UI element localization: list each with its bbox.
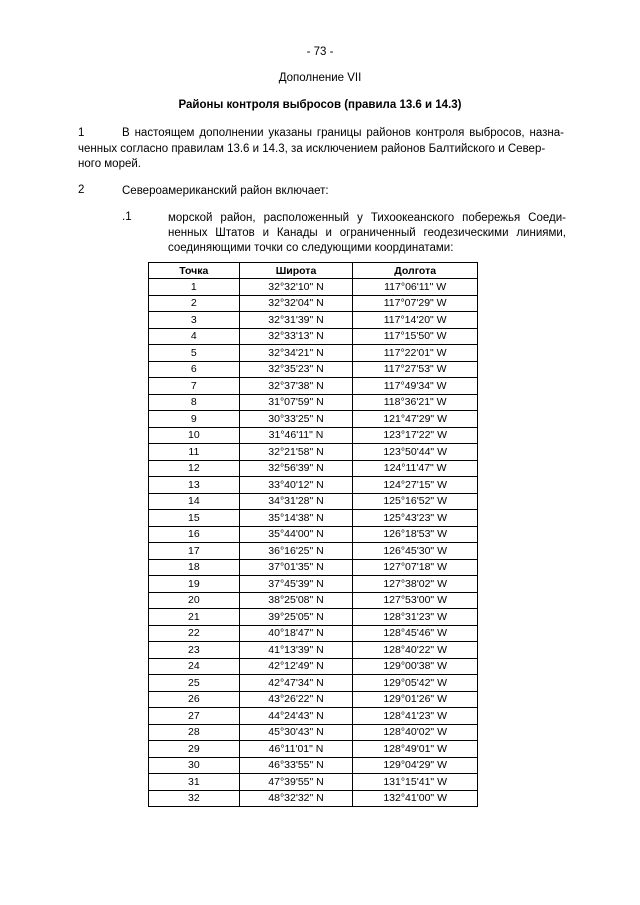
point-cell: 21 bbox=[149, 609, 240, 626]
table-row bbox=[149, 477, 478, 494]
point-cell: 18 bbox=[149, 559, 240, 576]
point-cell: 10 bbox=[149, 427, 240, 444]
longitude-cell: 123°17'22" W bbox=[353, 427, 478, 444]
longitude-cell: 128°31'23" W bbox=[353, 609, 478, 626]
latitude-cell: 32°32'04" N bbox=[239, 295, 353, 312]
subparagraph-line1: морской район, расположенный у Тихоокеанского побережья Соеди- bbox=[168, 212, 566, 224]
latitude-cell: 35°44'00" N bbox=[239, 526, 353, 543]
longitude-cell: 128°45'46" W bbox=[353, 625, 478, 642]
table-row bbox=[149, 345, 478, 362]
longitude-cell: 126°45'30" W bbox=[353, 543, 478, 560]
latitude-cell: 44°24'43" N bbox=[239, 708, 353, 725]
longitude-cell: 117°27'53" W bbox=[353, 361, 478, 378]
latitude-cell: 37°45'39" N bbox=[239, 576, 353, 593]
table-row bbox=[149, 543, 478, 560]
table-row bbox=[149, 411, 478, 428]
latitude-cell: 43°26'22" N bbox=[239, 691, 353, 708]
table-row bbox=[149, 757, 478, 774]
point-cell: 20 bbox=[149, 592, 240, 609]
table-row bbox=[149, 559, 478, 576]
latitude-cell: 32°34'21" N bbox=[239, 345, 353, 362]
latitude-cell: 32°33'13" N bbox=[239, 328, 353, 345]
point-cell: 1 bbox=[149, 279, 240, 296]
table-row bbox=[149, 774, 478, 791]
table-row bbox=[149, 609, 478, 626]
latitude-cell: 35°14'38" N bbox=[239, 510, 353, 527]
latitude-cell: 42°12'49" N bbox=[239, 658, 353, 675]
point-cell: 23 bbox=[149, 642, 240, 659]
point-cell: 29 bbox=[149, 741, 240, 758]
point-cell: 27 bbox=[149, 708, 240, 725]
table-row bbox=[149, 328, 478, 345]
point-cell: 28 bbox=[149, 724, 240, 741]
table-body bbox=[149, 279, 478, 807]
point-cell: 17 bbox=[149, 543, 240, 560]
longitude-cell: 125°16'52" W bbox=[353, 493, 478, 510]
longitude-cell: 124°27'15" W bbox=[353, 477, 478, 494]
latitude-cell: 32°32'10" N bbox=[239, 279, 353, 296]
table-row bbox=[149, 394, 478, 411]
point-cell: 31 bbox=[149, 774, 240, 791]
table-row bbox=[149, 279, 478, 296]
subparagraph-line3: соединяющими точки со следующими координатами: bbox=[168, 242, 454, 254]
point-cell: 19 bbox=[149, 576, 240, 593]
paragraph-1-continuation: ченных согласно правилам 13.6 и 14.3, за исключением районов Балтийского и Север-ного морей. bbox=[78, 143, 546, 170]
longitude-cell: 127°38'02" W bbox=[353, 576, 478, 593]
point-cell: 13 bbox=[149, 477, 240, 494]
point-cell: 16 bbox=[149, 526, 240, 543]
latitude-cell: 47°39'55" N bbox=[239, 774, 353, 791]
table-row bbox=[149, 724, 478, 741]
point-cell: 11 bbox=[149, 444, 240, 461]
point-cell: 24 bbox=[149, 658, 240, 675]
table-row bbox=[149, 444, 478, 461]
longitude-cell: 127°53'00" W bbox=[353, 592, 478, 609]
latitude-cell: 31°46'11" N bbox=[239, 427, 353, 444]
latitude-cell: 39°25'05" N bbox=[239, 609, 353, 626]
longitude-cell: 131°15'41" W bbox=[353, 774, 478, 791]
paragraph-1-number: 1 bbox=[78, 127, 85, 139]
table-row bbox=[149, 592, 478, 609]
longitude-cell: 128°40'22" W bbox=[353, 642, 478, 659]
longitude-cell: 117°14'20" W bbox=[353, 312, 478, 329]
longitude-cell: 128°40'02" W bbox=[353, 724, 478, 741]
table-row bbox=[149, 741, 478, 758]
appendix-title: Дополнение VII bbox=[278, 72, 362, 84]
latitude-cell: 38°25'08" N bbox=[239, 592, 353, 609]
table-row bbox=[149, 708, 478, 725]
table-row bbox=[149, 460, 478, 477]
latitude-cell: 45°30'43" N bbox=[239, 724, 353, 741]
longitude-cell: 117°15'50" W bbox=[353, 328, 478, 345]
latitude-cell: 31°07'59" N bbox=[239, 394, 353, 411]
latitude-cell: 30°33'25" N bbox=[239, 411, 353, 428]
section-heading: Районы контроля выбросов (правила 13.6 и 14.3) bbox=[178, 99, 462, 111]
longitude-cell: 117°07'29" W bbox=[353, 295, 478, 312]
longitude-cell: 127°07'18" W bbox=[353, 559, 478, 576]
latitude-cell: 46°33'55" N bbox=[239, 757, 353, 774]
point-cell: 6 bbox=[149, 361, 240, 378]
table-row bbox=[149, 510, 478, 527]
table-row bbox=[149, 312, 478, 329]
longitude-cell: 117°06'11" W bbox=[353, 279, 478, 296]
longitude-cell: 124°11'47" W bbox=[353, 460, 478, 477]
point-cell: 14 bbox=[149, 493, 240, 510]
table-row bbox=[149, 691, 478, 708]
point-cell: 3 bbox=[149, 312, 240, 329]
point-cell: 8 bbox=[149, 394, 240, 411]
point-cell: 15 bbox=[149, 510, 240, 527]
paragraph-2-text: Североамериканский район включает: bbox=[122, 185, 329, 197]
table-row bbox=[149, 658, 478, 675]
table-row bbox=[149, 378, 478, 395]
subparagraph-text bbox=[168, 211, 566, 256]
table-row bbox=[149, 295, 478, 312]
longitude-cell: 121°47'29" W bbox=[353, 411, 478, 428]
table-row bbox=[149, 675, 478, 692]
header-longitude: Долгота bbox=[353, 263, 478, 279]
header-latitude: Широта bbox=[239, 263, 353, 279]
header-point: Точка bbox=[149, 263, 240, 279]
latitude-cell: 40°18'47" N bbox=[239, 625, 353, 642]
latitude-cell: 32°56'39" N bbox=[239, 460, 353, 477]
coordinates-table bbox=[148, 262, 478, 807]
latitude-cell: 34°31'28" N bbox=[239, 493, 353, 510]
table-row bbox=[149, 361, 478, 378]
table-row bbox=[149, 642, 478, 659]
point-cell: 7 bbox=[149, 378, 240, 395]
point-cell: 12 bbox=[149, 460, 240, 477]
latitude-cell: 32°37'38" N bbox=[239, 378, 353, 395]
subparagraph-line2: ненных Штатов и Канады и ограниченный геодезическими линиями, bbox=[168, 227, 566, 239]
latitude-cell: 41°13'39" N bbox=[239, 642, 353, 659]
point-cell: 32 bbox=[149, 790, 240, 807]
table-row bbox=[149, 790, 478, 807]
paragraph-1-line1: В настоящем дополнении указаны границы районов контроля выбросов, назна- bbox=[122, 127, 564, 139]
latitude-cell: 36°16'25" N bbox=[239, 543, 353, 560]
longitude-cell: 126°18'53" W bbox=[353, 526, 478, 543]
table-row bbox=[149, 493, 478, 510]
latitude-cell: 46°11'01" N bbox=[239, 741, 353, 758]
longitude-cell: 128°49'01" W bbox=[353, 741, 478, 758]
table-row bbox=[149, 526, 478, 543]
point-cell: 22 bbox=[149, 625, 240, 642]
point-cell: 25 bbox=[149, 675, 240, 692]
latitude-cell: 42°47'34" N bbox=[239, 675, 353, 692]
point-cell: 30 bbox=[149, 757, 240, 774]
table-header-row bbox=[149, 263, 478, 279]
latitude-cell: 48°32'32" N bbox=[239, 790, 353, 807]
longitude-cell: 132°41'00" W bbox=[353, 790, 478, 807]
paragraph-2-number: 2 bbox=[78, 184, 85, 196]
longitude-cell: 129°05'42" W bbox=[353, 675, 478, 692]
point-cell: 4 bbox=[149, 328, 240, 345]
table-row bbox=[149, 427, 478, 444]
longitude-cell: 123°50'44" W bbox=[353, 444, 478, 461]
latitude-cell: 32°21'58" N bbox=[239, 444, 353, 461]
longitude-cell: 117°49'34" W bbox=[353, 378, 478, 395]
subparagraph-number: .1 bbox=[122, 211, 132, 223]
latitude-cell: 33°40'12" N bbox=[239, 477, 353, 494]
longitude-cell: 129°00'38" W bbox=[353, 658, 478, 675]
longitude-cell: 125°43'23" W bbox=[353, 510, 478, 527]
page-number: - 73 - bbox=[306, 46, 334, 58]
table-row bbox=[149, 625, 478, 642]
longitude-cell: 118°36'21" W bbox=[353, 394, 478, 411]
latitude-cell: 32°35'23" N bbox=[239, 361, 353, 378]
point-cell: 2 bbox=[149, 295, 240, 312]
point-cell: 5 bbox=[149, 345, 240, 362]
table-row bbox=[149, 576, 478, 593]
longitude-cell: 129°01'26" W bbox=[353, 691, 478, 708]
longitude-cell: 117°22'01" W bbox=[353, 345, 478, 362]
latitude-cell: 32°31'39" N bbox=[239, 312, 353, 329]
point-cell: 9 bbox=[149, 411, 240, 428]
longitude-cell: 129°04'29" W bbox=[353, 757, 478, 774]
paragraph-1-first-line bbox=[122, 127, 564, 139]
point-cell: 26 bbox=[149, 691, 240, 708]
longitude-cell: 128°41'23" W bbox=[353, 708, 478, 725]
latitude-cell: 37°01'35" N bbox=[239, 559, 353, 576]
